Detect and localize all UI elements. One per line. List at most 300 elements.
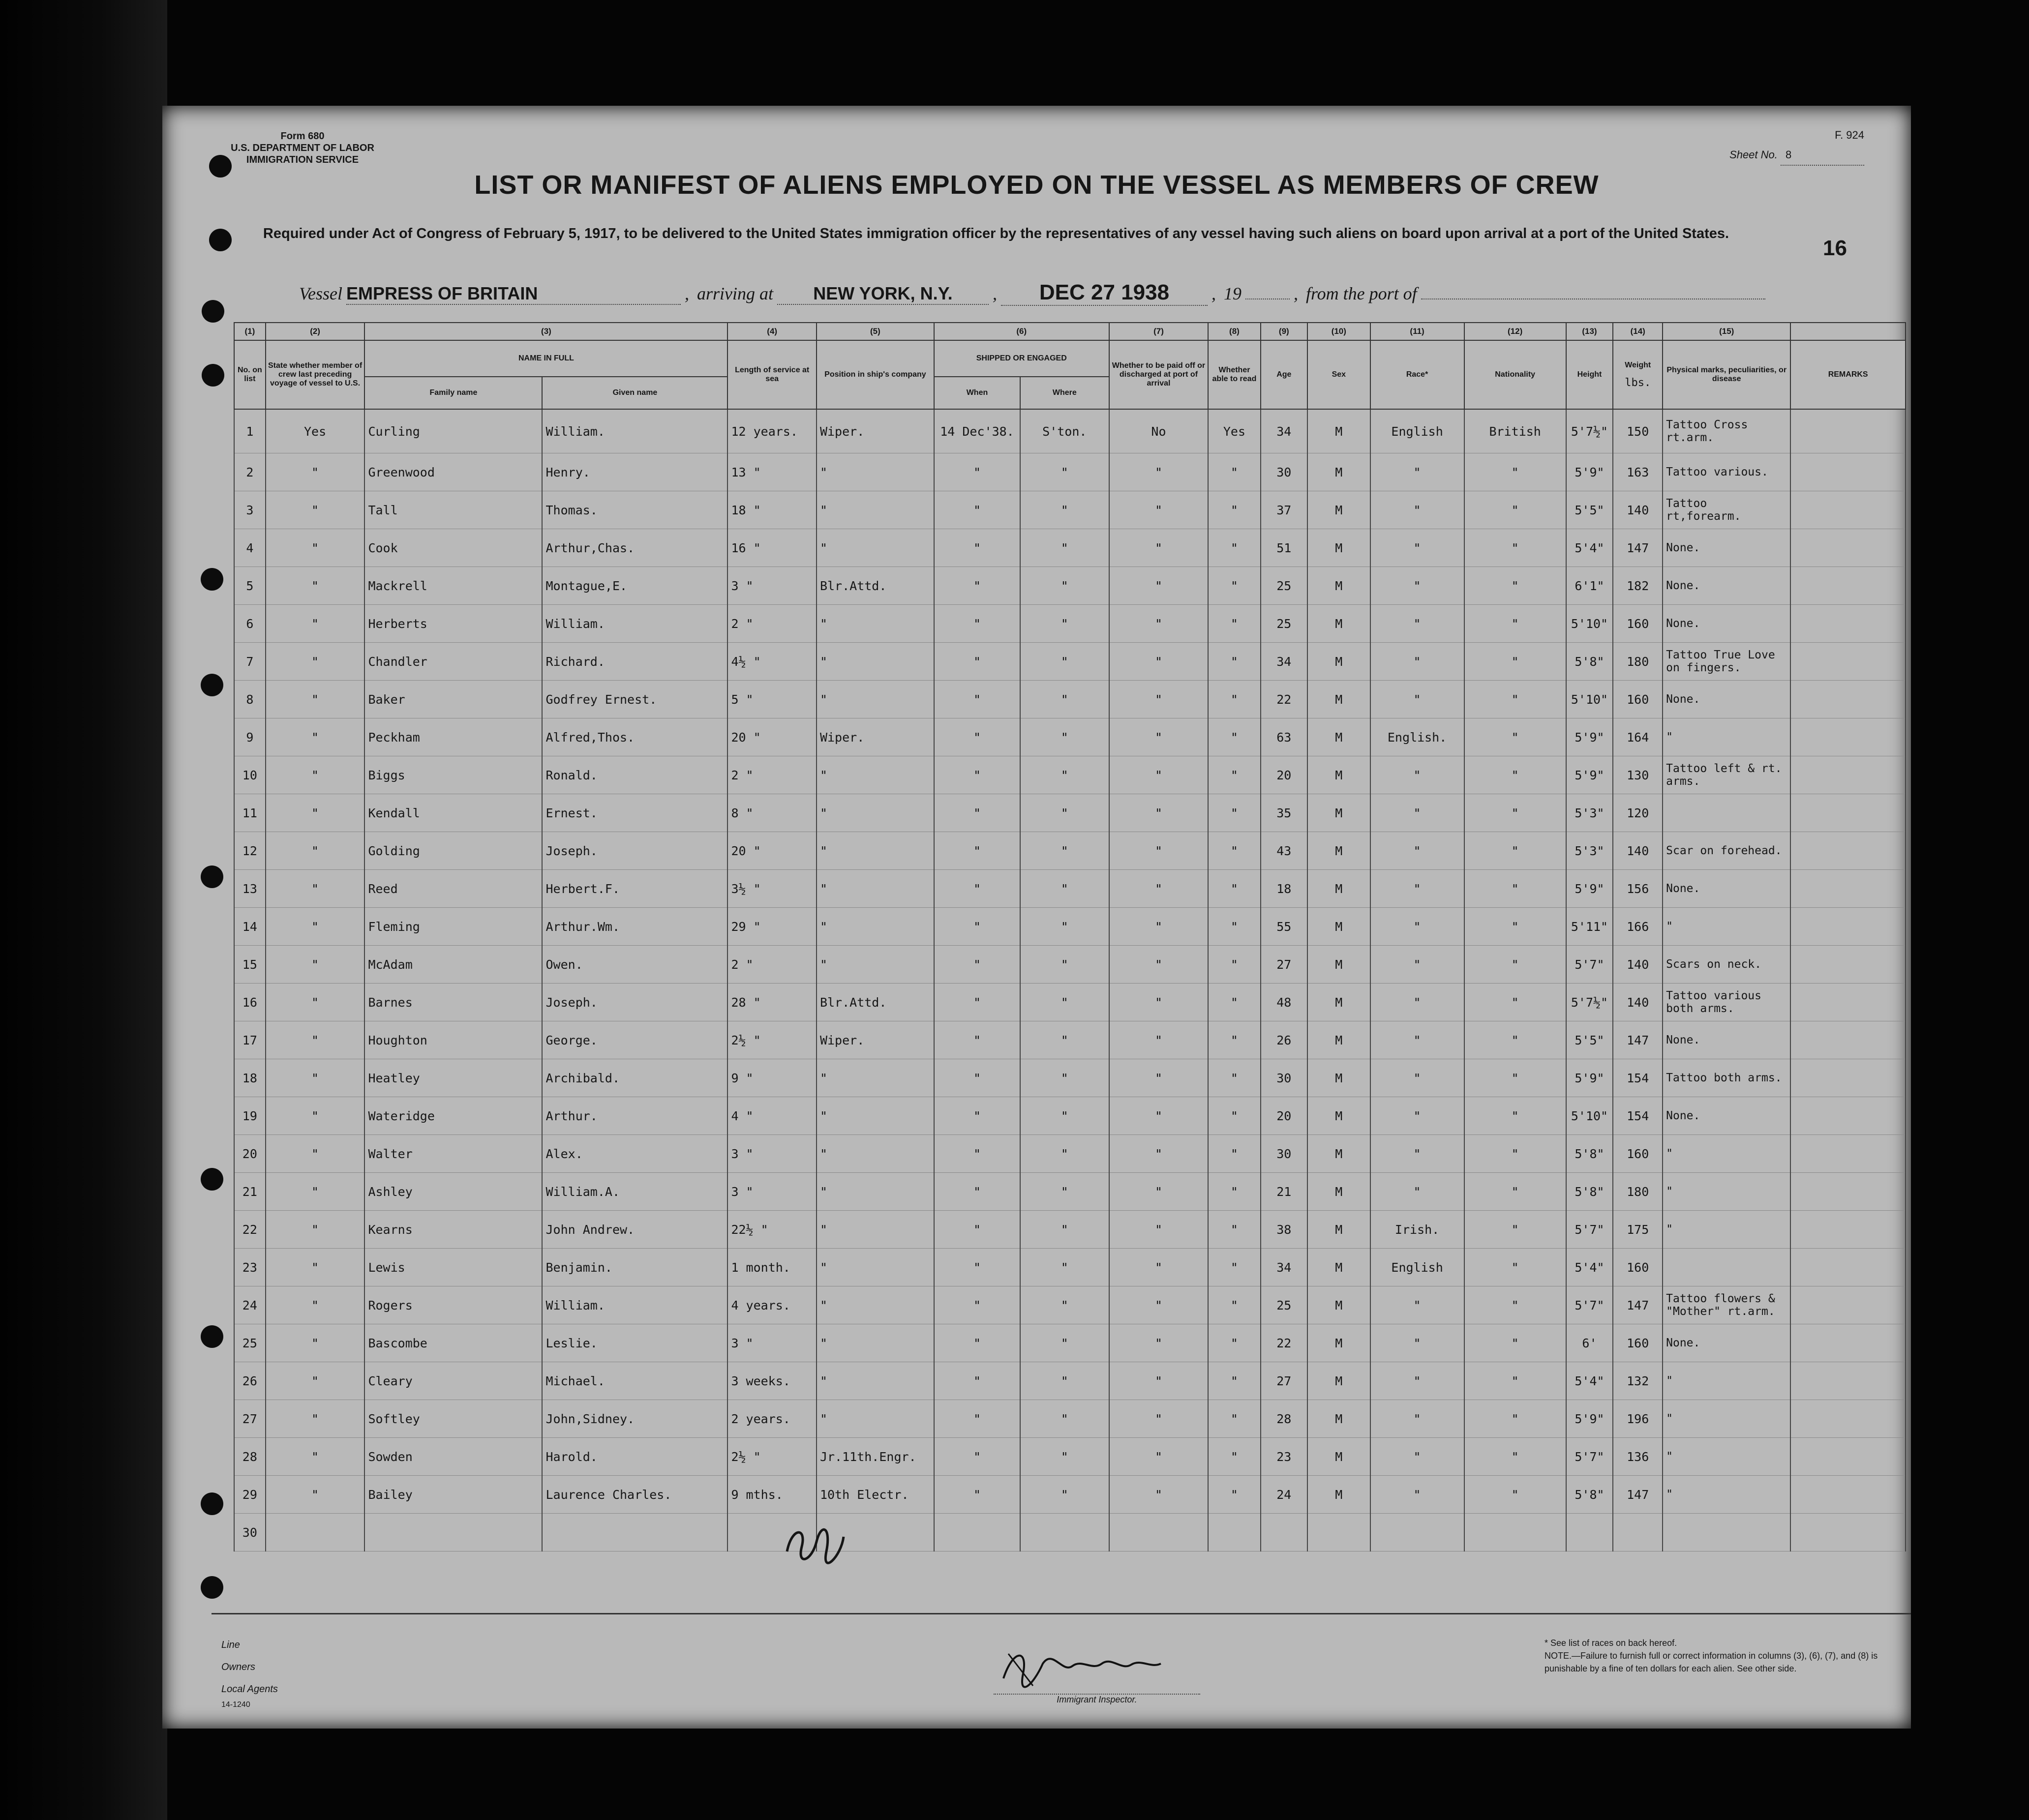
- family-name-cell: Cleary: [364, 1362, 542, 1400]
- sex-cell: M: [1307, 1059, 1370, 1097]
- row-number-cell: 22: [234, 1211, 266, 1249]
- race-cell: ": [1370, 1059, 1464, 1097]
- row-number-cell: 5: [234, 567, 266, 605]
- position-cell: 10th Electr.: [817, 1476, 934, 1514]
- family-name-cell: Tall: [364, 491, 542, 529]
- col-num: (9): [1261, 323, 1308, 340]
- able-to-read-cell: ": [1208, 1400, 1260, 1438]
- height-cell: 5'7": [1566, 1286, 1613, 1324]
- able-to-read-cell: ": [1208, 1476, 1260, 1514]
- given-name-cell: Ronald.: [542, 756, 727, 794]
- shipped-when-cell: ": [934, 794, 1020, 832]
- punch-hole: [201, 1325, 223, 1348]
- position-cell: ": [817, 1211, 934, 1249]
- nationality-cell: ": [1464, 1021, 1566, 1059]
- row-number-cell: 18: [234, 1059, 266, 1097]
- physical-marks-cell: Scar on forehead.: [1663, 832, 1790, 870]
- shipped-when-cell: ": [934, 1135, 1020, 1173]
- header-paid-off: Whether to be paid off or discharged at port of arrival: [1109, 340, 1209, 409]
- remarks-cell: [1790, 1324, 1906, 1362]
- sex-cell: M: [1307, 1438, 1370, 1476]
- inspector-signature: [994, 1644, 1200, 1688]
- table-row: [234, 1211, 1906, 1249]
- table-row: [234, 1173, 1906, 1211]
- family-name-cell: McAdam: [364, 946, 542, 984]
- age-cell: 30: [1261, 1135, 1308, 1173]
- prev-voyage-cell: ": [266, 1400, 365, 1438]
- paid-off-cell: ": [1109, 908, 1209, 946]
- nationality-cell: ": [1464, 605, 1566, 643]
- family-name-cell: Houghton: [364, 1021, 542, 1059]
- physical-marks-cell: ": [1663, 1135, 1790, 1173]
- race-cell: ": [1370, 984, 1464, 1021]
- shipped-when-cell: ": [934, 1324, 1020, 1362]
- length-of-service-cell: 18 ": [727, 491, 817, 529]
- paid-off-cell: ": [1109, 1211, 1209, 1249]
- weight-cell: 160: [1613, 605, 1663, 643]
- col-num: (11): [1370, 323, 1464, 340]
- able-to-read-cell: ": [1208, 1362, 1260, 1400]
- position-cell: ": [817, 605, 934, 643]
- family-name-cell: Barnes: [364, 984, 542, 1021]
- footer-labels: [221, 1634, 278, 1701]
- nationality-cell: ": [1464, 1135, 1566, 1173]
- race-cell: ": [1370, 794, 1464, 832]
- row-number-cell: 26: [234, 1362, 266, 1400]
- able-to-read-cell: ": [1208, 1135, 1260, 1173]
- service-name: IMMIGRATION SERVICE: [246, 154, 359, 165]
- given-name-cell: Laurence Charles.: [542, 1476, 727, 1514]
- table-row: [234, 681, 1906, 718]
- nationality-cell: ": [1464, 832, 1566, 870]
- weight-cell: 156: [1613, 870, 1663, 908]
- header-length-service: Length of service at sea: [727, 340, 817, 409]
- weight-cell: 180: [1613, 1173, 1663, 1211]
- page-mark: 16: [1823, 236, 1847, 260]
- race-cell: ": [1370, 1021, 1464, 1059]
- punch-hole: [209, 229, 232, 251]
- prev-voyage-cell: ": [266, 870, 365, 908]
- shipped-when-cell: ": [934, 1097, 1020, 1135]
- nationality-cell: ": [1464, 491, 1566, 529]
- given-name-cell: Alfred,Thos.: [542, 718, 727, 756]
- row-number-cell: 9: [234, 718, 266, 756]
- position-cell: Blr.Attd.: [817, 984, 934, 1021]
- able-to-read-cell: ": [1208, 756, 1260, 794]
- shipped-when-cell: ": [934, 870, 1020, 908]
- prev-voyage-cell: ": [266, 1324, 365, 1362]
- position-cell: ": [817, 1324, 934, 1362]
- physical-marks-cell: ": [1663, 908, 1790, 946]
- race-cell: ": [1370, 1362, 1464, 1400]
- prev-voyage-cell: ": [266, 1438, 365, 1476]
- position-cell: ": [817, 946, 934, 984]
- nationality-cell: ": [1464, 1400, 1566, 1438]
- shipped-where-cell: ": [1020, 908, 1109, 946]
- prev-voyage-cell: ": [266, 681, 365, 718]
- shipped-when-cell: 14 Dec'38.: [934, 409, 1020, 453]
- remarks-cell: [1790, 832, 1906, 870]
- row-number-cell: 17: [234, 1021, 266, 1059]
- physical-marks-cell: None.: [1663, 529, 1790, 567]
- agents-label: Local Agents: [221, 1684, 278, 1695]
- nationality-cell: ": [1464, 946, 1566, 984]
- row-number-cell: 4: [234, 529, 266, 567]
- given-name-cell: Leslie.: [542, 1324, 727, 1362]
- family-name-cell: Bailey: [364, 1476, 542, 1514]
- able-to-read-cell: ": [1208, 453, 1260, 491]
- height-cell: 5'9": [1566, 1400, 1613, 1438]
- physical-marks-cell: None.: [1663, 870, 1790, 908]
- header-shipped: SHIPPED OR ENGAGED: [934, 340, 1109, 377]
- height-cell: 6': [1566, 1324, 1613, 1362]
- shipped-where-cell: ": [1020, 1211, 1109, 1249]
- age-cell: 26: [1261, 1021, 1308, 1059]
- age-cell: 63: [1261, 718, 1308, 756]
- row-number-cell: 28: [234, 1438, 266, 1476]
- height-cell: [1566, 1514, 1613, 1551]
- sex-cell: M: [1307, 1097, 1370, 1135]
- paid-off-cell: ": [1109, 946, 1209, 984]
- row-number-cell: 30: [234, 1514, 266, 1551]
- remarks-cell: [1790, 718, 1906, 756]
- length-of-service-cell: 3 ": [727, 1173, 817, 1211]
- physical-marks-cell: None.: [1663, 567, 1790, 605]
- race-cell: English: [1370, 409, 1464, 453]
- height-cell: 5'10": [1566, 1097, 1613, 1135]
- shipped-when-cell: ": [934, 567, 1020, 605]
- shipped-where-cell: ": [1020, 491, 1109, 529]
- height-cell: 5'7": [1566, 946, 1613, 984]
- punch-hole: [202, 300, 224, 323]
- able-to-read-cell: Yes: [1208, 409, 1260, 453]
- family-name-cell: Herberts: [364, 605, 542, 643]
- prev-voyage-cell: ": [266, 1286, 365, 1324]
- sex-cell: M: [1307, 567, 1370, 605]
- weight-label: Weight: [1625, 361, 1651, 369]
- sex-cell: M: [1307, 1400, 1370, 1438]
- age-cell: 25: [1261, 567, 1308, 605]
- weight-cell: 130: [1613, 756, 1663, 794]
- family-name-cell: Kearns: [364, 1211, 542, 1249]
- col-num: (4): [727, 323, 817, 340]
- punch-hole: [201, 1492, 223, 1515]
- able-to-read-cell: ": [1208, 908, 1260, 946]
- race-cell: English.: [1370, 718, 1464, 756]
- able-to-read-cell: ": [1208, 491, 1260, 529]
- given-name-cell: Godfrey Ernest.: [542, 681, 727, 718]
- length-of-service-cell: 4 years.: [727, 1286, 817, 1324]
- age-cell: 30: [1261, 453, 1308, 491]
- row-number-cell: 7: [234, 643, 266, 681]
- weight-cell: 164: [1613, 718, 1663, 756]
- sex-cell: M: [1307, 1173, 1370, 1211]
- shipped-when-cell: ": [934, 491, 1020, 529]
- shipped-where-cell: ": [1020, 643, 1109, 681]
- nationality-cell: ": [1464, 1097, 1566, 1135]
- position-cell: ": [817, 756, 934, 794]
- sex-cell: M: [1307, 1135, 1370, 1173]
- prev-voyage-cell: [266, 1514, 365, 1551]
- punch-hole: [202, 364, 224, 387]
- family-name-cell: Mackrell: [364, 567, 542, 605]
- height-cell: 5'5": [1566, 1021, 1613, 1059]
- remarks-cell: [1790, 1438, 1906, 1476]
- sheet-number: [1729, 145, 1864, 166]
- remarks-cell: [1790, 1211, 1906, 1249]
- race-cell: ": [1370, 1135, 1464, 1173]
- header-able-to-read: Whether able to read: [1208, 340, 1260, 409]
- length-of-service-cell: 4½ ": [727, 643, 817, 681]
- paid-off-cell: ": [1109, 681, 1209, 718]
- nationality-cell: ": [1464, 453, 1566, 491]
- position-cell: Wiper.: [817, 1021, 934, 1059]
- length-of-service-cell: 2 years.: [727, 1400, 817, 1438]
- able-to-read-cell: ": [1208, 1249, 1260, 1286]
- paid-off-cell: ": [1109, 1324, 1209, 1362]
- height-cell: 5'9": [1566, 718, 1613, 756]
- given-name-cell: William.A.: [542, 1173, 727, 1211]
- prev-voyage-cell: ": [266, 908, 365, 946]
- age-cell: 30: [1261, 1059, 1308, 1097]
- table-row: [234, 870, 1906, 908]
- prev-voyage-cell: ": [266, 1173, 365, 1211]
- remarks-cell: [1790, 1097, 1906, 1135]
- shipped-when-cell: ": [934, 605, 1020, 643]
- col-num: (12): [1464, 323, 1566, 340]
- header-name-in-full: NAME IN FULL: [364, 340, 727, 377]
- position-cell: ": [817, 1400, 934, 1438]
- length-of-service-cell: 2 ": [727, 605, 817, 643]
- physical-marks-cell: Tattoo various both arms.: [1663, 984, 1790, 1021]
- family-name-cell: Peckham: [364, 718, 542, 756]
- header-remarks: REMARKS: [1790, 340, 1906, 409]
- age-cell: 35: [1261, 794, 1308, 832]
- paid-off-cell: ": [1109, 529, 1209, 567]
- remarks-cell: [1790, 794, 1906, 832]
- shipped-where-cell: ": [1020, 1286, 1109, 1324]
- table-row: [234, 1438, 1906, 1476]
- vessel-name: EMPRESS OF BRITAIN: [346, 283, 681, 305]
- shipped-when-cell: ": [934, 832, 1020, 870]
- shipped-when-cell: ": [934, 1249, 1020, 1286]
- able-to-read-cell: ": [1208, 1059, 1260, 1097]
- height-cell: 5'5": [1566, 491, 1613, 529]
- header-race: Race*: [1370, 340, 1464, 409]
- owners-label: Owners: [221, 1662, 255, 1672]
- physical-marks-cell: Tattoo both arms.: [1663, 1059, 1790, 1097]
- sheet-label: Sheet No.: [1729, 149, 1778, 161]
- row-number-cell: 21: [234, 1173, 266, 1211]
- paid-off-cell: ": [1109, 718, 1209, 756]
- sex-cell: M: [1307, 453, 1370, 491]
- length-of-service-cell: 4 ": [727, 1097, 817, 1135]
- race-cell: ": [1370, 1400, 1464, 1438]
- position-cell: Jr.11th.Engr.: [817, 1438, 934, 1476]
- position-cell: ": [817, 453, 934, 491]
- table-row: [234, 756, 1906, 794]
- remarks-cell: [1790, 1059, 1906, 1097]
- nationality-cell: ": [1464, 1438, 1566, 1476]
- table-row: [234, 1097, 1906, 1135]
- length-of-service-cell: 28 ": [727, 984, 817, 1021]
- race-cell: ": [1370, 1324, 1464, 1362]
- weight-cell: 140: [1613, 984, 1663, 1021]
- able-to-read-cell: ": [1208, 718, 1260, 756]
- header-given-name: Given name: [542, 377, 727, 409]
- family-name-cell: Heatley: [364, 1059, 542, 1097]
- form-header-left: [224, 130, 381, 166]
- height-cell: 5'8": [1566, 643, 1613, 681]
- table-row: [234, 1286, 1906, 1324]
- age-cell: 24: [1261, 1476, 1308, 1514]
- weight-cell: 132: [1613, 1362, 1663, 1400]
- paid-off-cell: No: [1109, 409, 1209, 453]
- shipped-when-cell: ": [934, 1286, 1020, 1324]
- weight-cell: 120: [1613, 794, 1663, 832]
- family-name-cell: Fleming: [364, 908, 542, 946]
- height-cell: 5'9": [1566, 870, 1613, 908]
- height-cell: 5'11": [1566, 908, 1613, 946]
- weight-cell: 147: [1613, 1286, 1663, 1324]
- shipped-when-cell: ": [934, 1173, 1020, 1211]
- shipped-where-cell: ": [1020, 794, 1109, 832]
- able-to-read-cell: ": [1208, 946, 1260, 984]
- given-name-cell: John Andrew.: [542, 1211, 727, 1249]
- family-name-cell: Reed: [364, 870, 542, 908]
- row-number-cell: 6: [234, 605, 266, 643]
- table-row: [234, 908, 1906, 946]
- table-row: [234, 1514, 1906, 1551]
- remarks-cell: [1790, 1173, 1906, 1211]
- column-header-row: [234, 340, 1906, 377]
- race-cell: ": [1370, 1438, 1464, 1476]
- nationality-cell: [1464, 1514, 1566, 1551]
- col-num: (15): [1663, 323, 1790, 340]
- header-sex: Sex: [1307, 340, 1370, 409]
- prev-voyage-cell: ": [266, 605, 365, 643]
- prev-voyage-cell: ": [266, 984, 365, 1021]
- form-code-footer: 14-1240: [221, 1701, 250, 1709]
- weight-cell: 166: [1613, 908, 1663, 946]
- shipped-when-cell: ": [934, 1400, 1020, 1438]
- able-to-read-cell: ": [1208, 1324, 1260, 1362]
- remarks-cell: [1790, 1249, 1906, 1286]
- shipped-when-cell: ": [934, 946, 1020, 984]
- race-cell: ": [1370, 567, 1464, 605]
- weight-cell: 160: [1613, 1135, 1663, 1173]
- shipped-where-cell: ": [1020, 1362, 1109, 1400]
- family-name-cell: Ashley: [364, 1173, 542, 1211]
- physical-marks-cell: ": [1663, 1362, 1790, 1400]
- able-to-read-cell: ": [1208, 605, 1260, 643]
- note-text: NOTE.—Failure to furnish full or correct information in columns (3), (6), (7), and (8) is punishable by a fine of ten dollars for each alien. See other side.: [1544, 1651, 1878, 1673]
- paid-off-cell: ": [1109, 1059, 1209, 1097]
- position-cell: Wiper.: [817, 409, 934, 453]
- height-cell: 5'4": [1566, 529, 1613, 567]
- remarks-cell: [1790, 1135, 1906, 1173]
- shipped-where-cell: ": [1020, 1021, 1109, 1059]
- family-name-cell: Rogers: [364, 1286, 542, 1324]
- sex-cell: M: [1307, 1286, 1370, 1324]
- shipped-when-cell: ": [934, 529, 1020, 567]
- given-name-cell: Michael.: [542, 1362, 727, 1400]
- row-number-cell: 19: [234, 1097, 266, 1135]
- shipped-where-cell: ": [1020, 1324, 1109, 1362]
- weight-cell: 160: [1613, 1249, 1663, 1286]
- paid-off-cell: ": [1109, 1097, 1209, 1135]
- given-name-cell: William.: [542, 605, 727, 643]
- row-number-cell: 8: [234, 681, 266, 718]
- table-row: [234, 1021, 1906, 1059]
- col-num: (7): [1109, 323, 1209, 340]
- age-cell: 38: [1261, 1211, 1308, 1249]
- family-name-cell: [364, 1514, 542, 1551]
- physical-marks-cell: [1663, 1514, 1790, 1551]
- shipped-when-cell: ": [934, 908, 1020, 946]
- length-of-service-cell: 16 ": [727, 529, 817, 567]
- shipped-where-cell: ": [1020, 832, 1109, 870]
- shipped-when-cell: ": [934, 643, 1020, 681]
- given-name-cell: George.: [542, 1021, 727, 1059]
- physical-marks-cell: ": [1663, 1211, 1790, 1249]
- given-name-cell: Owen.: [542, 946, 727, 984]
- punch-hole: [201, 674, 223, 696]
- punch-hole: [201, 1576, 223, 1599]
- length-of-service-cell: 22½ ": [727, 1211, 817, 1249]
- given-name-cell: Alex.: [542, 1135, 727, 1173]
- able-to-read-cell: ": [1208, 794, 1260, 832]
- physical-marks-cell: Tattoo flowers & "Mother" rt.arm.: [1663, 1286, 1790, 1324]
- shipped-when-cell: ": [934, 756, 1020, 794]
- family-name-cell: Cook: [364, 529, 542, 567]
- race-cell: ": [1370, 1476, 1464, 1514]
- shipped-where-cell: ": [1020, 1059, 1109, 1097]
- shipped-when-cell: ": [934, 453, 1020, 491]
- shipped-when-cell: ": [934, 1438, 1020, 1476]
- col-num: (8): [1208, 323, 1260, 340]
- age-cell: 48: [1261, 984, 1308, 1021]
- sex-cell: M: [1307, 832, 1370, 870]
- length-of-service-cell: 20 ": [727, 832, 817, 870]
- given-name-cell: Arthur,Chas.: [542, 529, 727, 567]
- weight-cell: 163: [1613, 453, 1663, 491]
- race-cell: ": [1370, 832, 1464, 870]
- arrival-date: DEC 27 1938: [1001, 280, 1208, 306]
- family-name-cell: Biggs: [364, 756, 542, 794]
- race-cell: ": [1370, 756, 1464, 794]
- sex-cell: M: [1307, 643, 1370, 681]
- row-number-cell: 14: [234, 908, 266, 946]
- header-no-on-list: No. on list: [234, 340, 266, 409]
- nationality-cell: ": [1464, 1211, 1566, 1249]
- table-row: [234, 832, 1906, 870]
- weight-cell: 175: [1613, 1211, 1663, 1249]
- row-number-cell: 27: [234, 1400, 266, 1438]
- length-of-service-cell: 3 weeks.: [727, 1362, 817, 1400]
- physical-marks-cell: None.: [1663, 1324, 1790, 1362]
- height-cell: 5'4": [1566, 1249, 1613, 1286]
- length-of-service-cell: 3 ": [727, 567, 817, 605]
- length-of-service-cell: 2 ": [727, 756, 817, 794]
- length-of-service-cell: 13 ": [727, 453, 817, 491]
- age-cell: 34: [1261, 409, 1308, 453]
- nationality-cell: ": [1464, 1286, 1566, 1324]
- paid-off-cell: ": [1109, 1249, 1209, 1286]
- sex-cell: M: [1307, 946, 1370, 984]
- col-num: (2): [266, 323, 365, 340]
- prev-voyage-cell: ": [266, 1059, 365, 1097]
